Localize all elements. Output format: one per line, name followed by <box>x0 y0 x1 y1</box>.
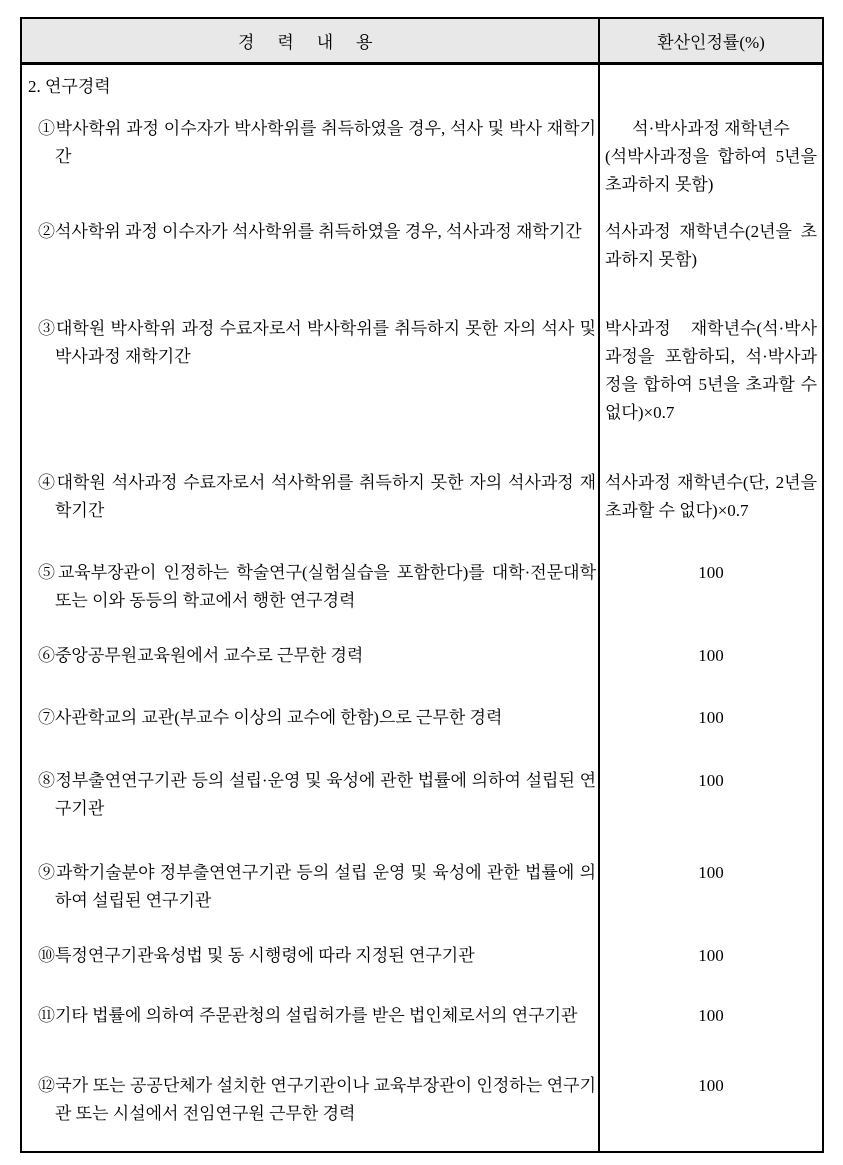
career-content-cell <box>21 994 599 1064</box>
table-row <box>21 934 823 994</box>
career-content-text: ⑩특정연구기관육성법 및 동 시행령에 따라 지정된 연구기관 <box>38 945 475 965</box>
rate-body-text: 박사과정 재학년수(석·박사과정을 포함하되, 석·박사과정을 합하여 5년을 초과할 수 없다)×0.7 <box>605 318 817 422</box>
career-content-cell <box>21 634 599 696</box>
rate-title-text: 석·박사과정 재학년수 <box>632 118 790 138</box>
conversion-rate-cell <box>599 107 823 210</box>
conversion-rate-cell: 100 <box>599 759 823 851</box>
rate-body-text: 석사과정 재학년수(단, 2년을 초과할 수 없다)×0.7 <box>605 472 817 520</box>
career-content-cell <box>21 934 599 994</box>
table-row <box>21 759 823 851</box>
conversion-rate-cell: 100 <box>599 696 823 759</box>
section-row <box>21 64 823 107</box>
table-row <box>21 307 823 461</box>
conversion-rate-cell <box>599 307 823 461</box>
rate-body-text: (석박사과정을 합하여 5년을 초과하지 못함) <box>605 146 817 194</box>
rate-body-text: 석사과정 재학년수(2년을 초과하지 못함) <box>605 221 817 269</box>
conversion-rate-cell: 100 <box>599 994 823 1064</box>
career-table-container <box>20 17 824 1153</box>
career-content-text: ②석사학위 과정 이수자가 석사학위를 취득하였을 경우, 석사과정 재학기간 <box>38 221 582 241</box>
col-header-conversion-rate: 환산인정률(%) <box>599 18 823 64</box>
career-content-text: ⑫국가 또는 공공단체가 설치한 연구기관이나 교육부장관이 인정하는 연구기관 또는 시설에서 전임연구원 근무한 경력 <box>38 1075 596 1123</box>
career-content-text: ⑦사관학교의 교관(부교수 이상의 교수에 한함)으로 근무한 경력 <box>38 707 503 727</box>
section-rate-cell <box>599 64 823 107</box>
career-content-text: ⑧정부출연연구기관 등의 설립·운영 및 육성에 관한 법률에 의하여 설립된 연구기관 <box>38 770 596 818</box>
conversion-rate-cell: 100 <box>599 634 823 696</box>
career-content-cell <box>21 307 599 461</box>
table-row <box>21 994 823 1064</box>
career-table <box>20 17 824 1153</box>
conversion-rate-cell <box>599 210 823 307</box>
header-row <box>21 18 823 64</box>
table-row <box>21 1064 823 1152</box>
career-content-text: ①박사학위 과정 이수자가 박사학위를 취득하였을 경우, 석사 및 박사 재학기간 <box>38 118 596 166</box>
table-row <box>21 634 823 696</box>
conversion-rate-cell: 100 <box>599 934 823 994</box>
table-row <box>21 551 823 634</box>
section-cell <box>21 64 599 107</box>
conversion-rate-cell: 100 <box>599 551 823 634</box>
career-content-cell <box>21 210 599 307</box>
career-content-cell <box>21 1064 599 1152</box>
career-content-cell <box>21 461 599 551</box>
table-row <box>21 696 823 759</box>
career-content-text: ⑥중앙공무원교육원에서 교수로 근무한 경력 <box>38 645 364 665</box>
career-content-text: ⑪기타 법률에 의하여 주문관청의 설립허가를 받은 법인체로서의 연구기관 <box>38 1005 578 1025</box>
career-content-cell <box>21 851 599 934</box>
table-row <box>21 107 823 210</box>
conversion-rate-cell: 100 <box>599 851 823 934</box>
col-header-career-content: 경 력 내 용 <box>21 18 599 64</box>
table-row <box>21 851 823 934</box>
conversion-rate-cell <box>599 461 823 551</box>
career-content-cell <box>21 551 599 634</box>
career-content-cell <box>21 696 599 759</box>
career-content-cell <box>21 759 599 851</box>
section-title: 2. 연구경력 <box>28 77 111 96</box>
table-row <box>21 461 823 551</box>
career-content-text: ⑨과학기술분야 정부출연연구기관 등의 설립 운영 및 육성에 관한 법률에 의하여 설립된 연구기관 <box>38 862 596 910</box>
conversion-rate-cell: 100 <box>599 1064 823 1152</box>
career-content-text: ⑤교육부장관이 인정하는 학술연구(실험실습을 포함한다)를 대학·전문대학 또는 이와 동등의 학교에서 행한 연구경력 <box>38 562 596 610</box>
table-row <box>21 210 823 307</box>
career-content-text: ③대학원 박사학위 과정 수료자로서 박사학위를 취득하지 못한 자의 석사 및 박사과정 재학기간 <box>38 318 596 366</box>
table-body <box>21 64 823 1152</box>
career-content-cell <box>21 107 599 210</box>
career-content-text: ④대학원 석사과정 수료자로서 석사학위를 취득하지 못한 자의 석사과정 재학기간 <box>38 472 596 520</box>
